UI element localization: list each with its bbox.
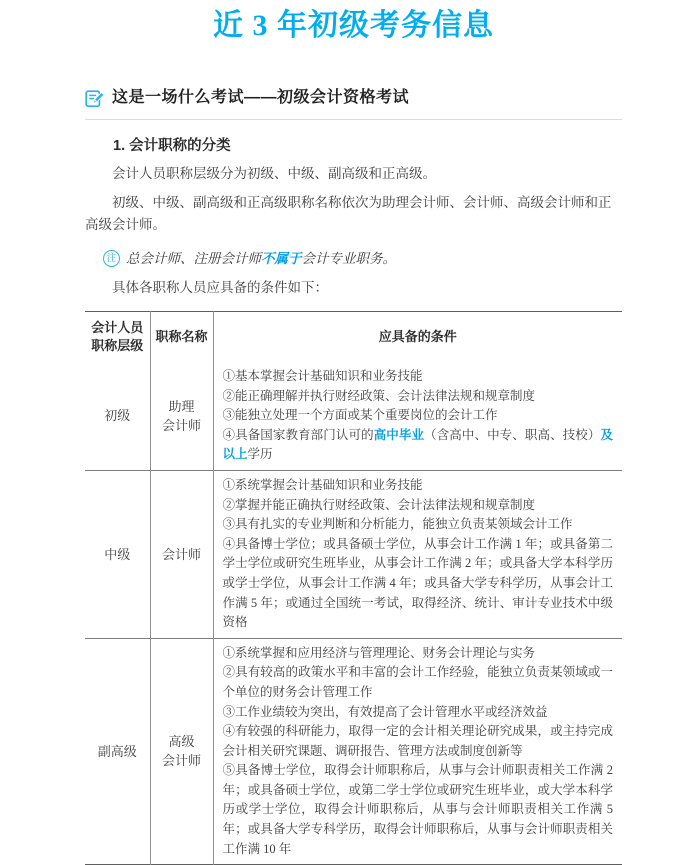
text-segment: （含高中、中专、职高、技校） [424, 427, 601, 442]
page-title: 近 3 年初级考务信息 [213, 9, 494, 42]
table-row [85, 470, 622, 638]
text-segment: ②具有较高的政策水平和丰富的会计工作经验，能独立负责某领域或一个单位的财务会计管理工作 [222, 665, 613, 699]
text-segment: ①系统掌握会计基础知识和业务技能 [222, 477, 423, 492]
condition-item [223, 476, 614, 496]
conditions-cell [213, 470, 622, 638]
paragraph-lead-in: 具体各职称人员应具备的条件如下： [112, 279, 328, 295]
table-header-row [85, 312, 622, 363]
condition-item [223, 644, 614, 664]
condition-item [223, 761, 614, 859]
text-segment: ③具有扎实的专业判断和分析能力，能独立负责某领域会计工作 [222, 517, 573, 532]
text-segment: 会计专业职务。 [301, 250, 396, 266]
subsection-heading: 1. 会计职称的分类 [113, 138, 231, 154]
conditions-cell [213, 362, 622, 470]
text-segment: ②掌握并能正确执行财经政策、会计法律法规和规章制度 [222, 497, 536, 512]
condition-item [223, 515, 614, 535]
table-header-cell: 职称名称 [150, 312, 213, 363]
condition-item [223, 426, 614, 465]
paragraph-titles: 初级、中级、副高级和正高级职称名称依次为助理会计师、会计师、高级会计师和正高级会计师。 [85, 194, 612, 232]
text-segment: ④有较强的科研能力，取得一定的会计相关理论研究成果，或主持完成会计相关研究课题、调研报告、管理方法或制度创新等 [222, 724, 613, 758]
level-cell: 中级 [104, 546, 131, 562]
level-cell: 副高级 [97, 743, 137, 759]
note-text [126, 248, 396, 270]
table-header-cell: 应具备的条件 [213, 312, 622, 363]
qualification-table [85, 311, 622, 865]
conditions-cell [213, 638, 622, 865]
highlight-text: 不属于 [261, 250, 302, 266]
text-segment: ⑤具备博士学位，取得会计师职称后，从事与会计师职责相关工作满 2 年；或具备硕士学位，或第二学士学位或研究生班毕业，或大学本科学历或学士学位，取得会计师职称后，从事与会计师职责相关工作满 5 年；或具备大学专科学历，取得会计师职称后，从事与会计师职责相关工作满 10 年 [222, 763, 613, 856]
condition-item [223, 406, 614, 426]
table-header-cell: 会计人员 职称层级 [91, 320, 144, 353]
title-cell: 会计师 [150, 470, 213, 638]
text-segment: ②能正确理解并执行财经政策、会计法律法规和规章制度 [222, 388, 536, 403]
title-cell: 高级 会计师 [150, 638, 213, 865]
condition-item [223, 496, 614, 516]
level-cell: 初级 [104, 408, 131, 424]
condition-item [223, 663, 614, 702]
condition-item [223, 703, 614, 723]
notepad-pencil-icon [85, 89, 104, 108]
highlight-text: 高中毕业 [373, 427, 425, 442]
text-segment: ①基本掌握会计基础知识和业务技能 [222, 369, 423, 383]
highlight-text: 及以上 [222, 427, 613, 462]
condition-item [223, 387, 614, 407]
section-heading: 这是一场什么考试——初级会计资格考试 [112, 89, 410, 106]
text-segment: ④具备国家教育部门认可的 [222, 427, 374, 442]
paragraph-classification: 会计人员职称层级分为初级、中级、副高级和正高级。 [112, 166, 436, 181]
text-segment: ①系统掌握和应用经济与管理理论、财务会计理论与实务 [222, 645, 536, 660]
text-segment: ③能独立处理一个方面或某个重要岗位的会计工作 [222, 408, 498, 423]
title-cell: 助理 会计师 [150, 362, 213, 470]
text-segment: 总会计师、注册会计师 [126, 250, 261, 266]
condition-item [223, 722, 614, 761]
note-line [85, 248, 622, 270]
condition-item [223, 535, 614, 633]
table-row [85, 362, 622, 470]
condition-item [223, 367, 614, 387]
text-segment: 学历 [247, 447, 273, 462]
section-header [85, 88, 622, 120]
text-segment: ④具备博士学位；或具备硕士学位，从事会计工作满 1 年；或具备第二学士学位或研究生班毕业，从事会计工作满 2 年；或具备大学本科学历或学士学位，从事会计工作满 4 年；或具备大学专科学历，从事会计工作满 5 年；或通过全国统一考试，取得经济、统计、审计专业技术中级资格 [222, 536, 613, 630]
note-badge-icon: 注 [103, 250, 120, 267]
table-row [85, 638, 622, 865]
text-segment: ③工作业绩较为突出，有效提高了会计管理水平或经济效益 [222, 704, 548, 719]
